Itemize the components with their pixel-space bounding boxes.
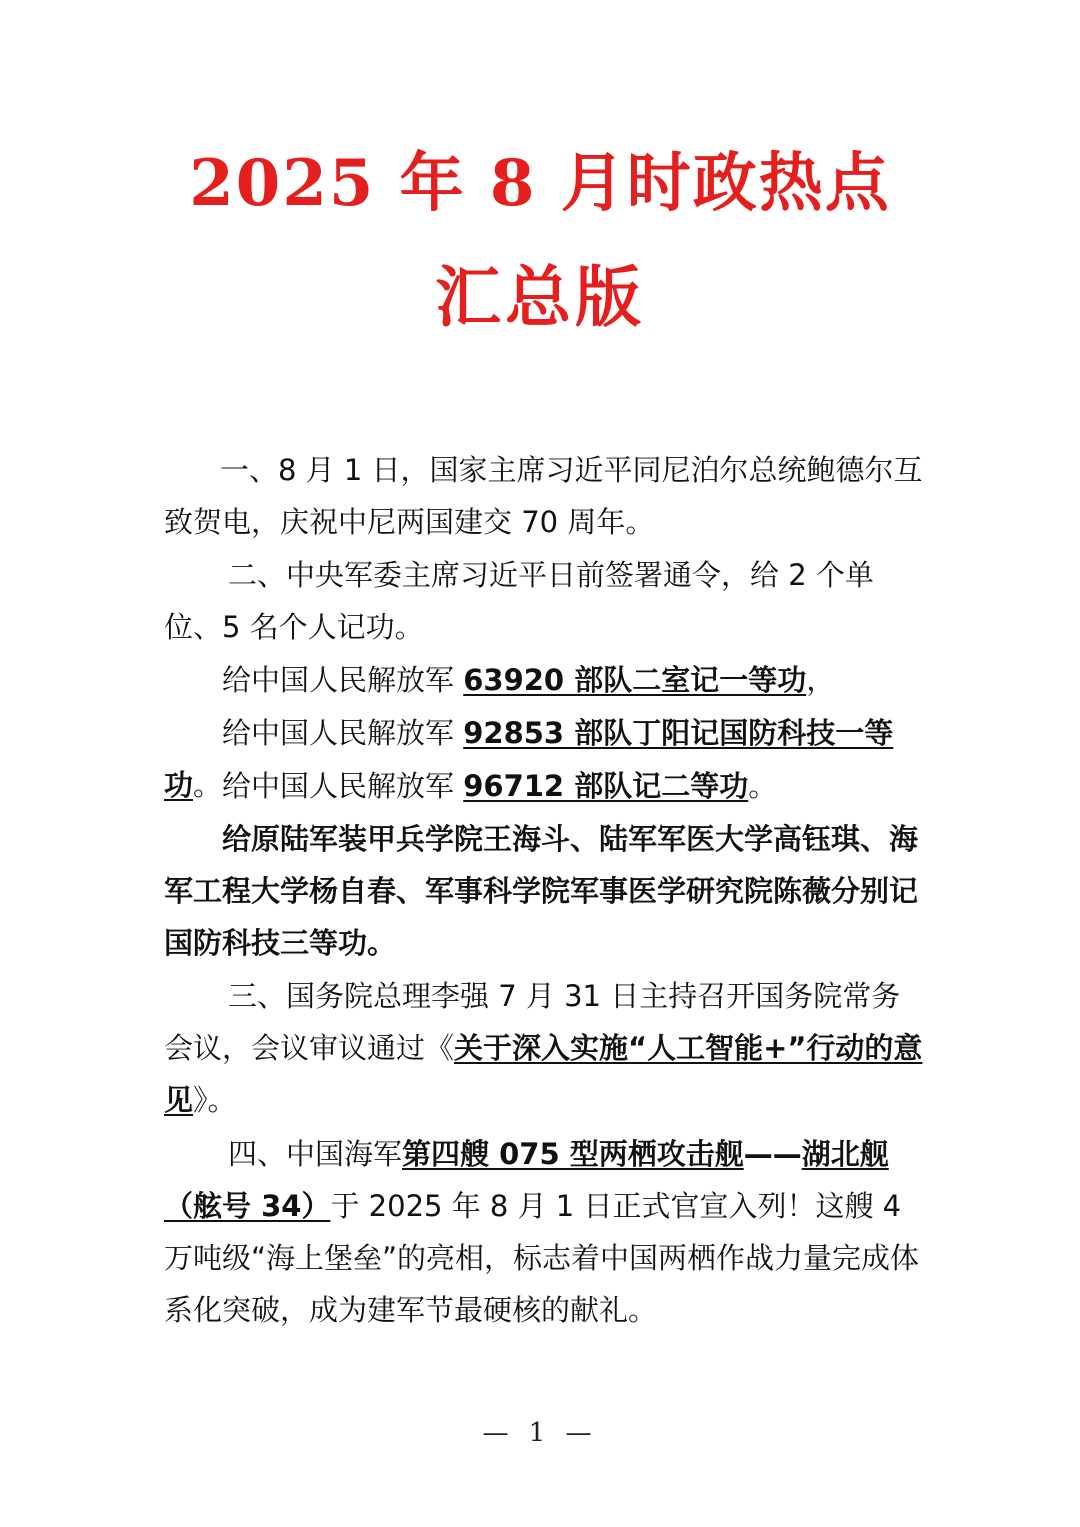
award-line-lead: 给中国人民解放军 xyxy=(222,716,464,750)
item-3-document-name: 关于深入实施“人工智能+”行动的意见 xyxy=(164,1031,923,1117)
item-4-lead: 四、中国海军 xyxy=(228,1137,403,1171)
document-subtitle: 汇总版 xyxy=(435,258,645,336)
item-4-tail: 于 2025 年 8 月 1 日正式官宣入列！这艘 4 万吨级“海上堡垒”的亮相，标志着中国两栖作战力量完成体系化突破，成为建军节最硬核的献礼。 xyxy=(164,1189,920,1327)
page-number: — 1 — xyxy=(482,1418,598,1448)
item-1-paragraph xyxy=(164,444,924,548)
award-individuals-paragraph xyxy=(164,813,924,969)
award-underlined: 63920 部队二室记一等功 xyxy=(463,663,807,697)
item-3-tail: 》。 xyxy=(193,1083,237,1117)
award-line-tail: ， xyxy=(806,663,836,697)
item-1-text: 一、8 月 1 日，国家主席习近平同尼泊尔总统鲍德尔互致贺电，庆祝中尼两国建交 70 周年。 xyxy=(164,453,923,539)
item-4-ship-type: 第四艘 075 型两栖攻击舰 xyxy=(402,1137,744,1171)
award-line-lead: 给中国人民解放军 xyxy=(222,663,464,697)
award-underlined: 92853 部队丁阳记国防科技一等功 xyxy=(164,716,894,802)
document-title: 2025 年 8 月时政热点 xyxy=(189,146,891,221)
item-4-paragraph xyxy=(164,1128,924,1336)
award-underlined: 96712 部队记二等功 xyxy=(463,769,749,803)
award-line-63920 xyxy=(164,654,924,706)
award-line-tail: 。 xyxy=(193,768,223,802)
item-4-ship-name: 湖北舰（舷号 34） xyxy=(164,1137,889,1223)
item-3-paragraph xyxy=(164,970,924,1126)
item-2-text: 二、中央军委主席习近平日前签署通令，给 2 个单位、5 名个人记功。 xyxy=(164,558,874,644)
item-4-dash: —— xyxy=(743,1137,802,1171)
award-line-96712 xyxy=(164,760,924,812)
award-individuals-text: 给原陆军装甲兵学院王海斗、陆军军医大学高钰琪、海军工程大学杨自春、军事科学院军事医学研究院陈薇分别记国防科技三等功。 xyxy=(164,822,919,960)
item-3-lead: 三、国务院总理李强 7 月 31 日主持召开国务院常务会议，会议审议通过《 xyxy=(164,979,901,1065)
item-2-paragraph xyxy=(164,549,924,653)
award-line-lead: 给中国人民解放军 xyxy=(222,769,464,803)
award-line-tail: 。 xyxy=(748,769,778,803)
